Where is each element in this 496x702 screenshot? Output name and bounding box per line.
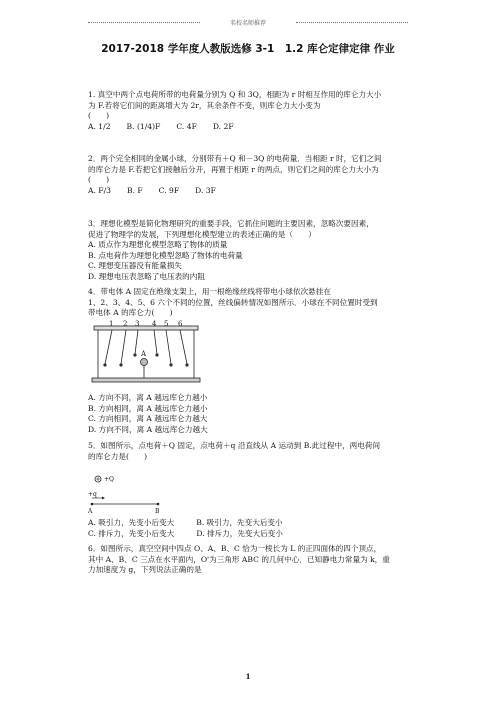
label-3: 3	[135, 320, 140, 328]
page-header	[88, 18, 408, 28]
q6-line: 力加速度为 g，下列说法正确的是	[88, 565, 202, 575]
label-4: 4	[152, 320, 157, 328]
ball-1	[103, 363, 106, 366]
label-point-b: B	[155, 508, 160, 514]
q2-option-a: A. F/3	[88, 185, 111, 195]
q5-option-b: B. 吸引力，先变大后变小	[196, 518, 283, 527]
q2-option-b: B. F	[126, 185, 143, 195]
q3-option-d: D. 理想电压表忽略了电压表的内阻	[88, 271, 205, 281]
q5-figure	[88, 472, 168, 514]
q5-option-d: D. 排斥力，先变大后变小	[196, 528, 283, 538]
thread-6	[180, 330, 187, 364]
q2-line: ( )	[88, 175, 110, 185]
point-b	[157, 503, 160, 506]
question-5	[88, 441, 418, 462]
q4-option-b: B. 方向相同，离 A 越远库仑力越小	[88, 403, 208, 413]
q1-option-d: D. 2F	[212, 121, 234, 131]
arrow-head	[102, 497, 105, 500]
q2-options	[88, 186, 418, 197]
q5-options-row-2	[88, 529, 418, 540]
q3-option-c: C. 理想变压器没有能量损失	[88, 261, 182, 271]
q6-line: 6．如图所示，真空空间中四点 O、A、B、C 恰为一棱长为 L 的正四面体的四个顶点，	[88, 544, 382, 553]
label-plus-q-small: +q	[88, 491, 97, 498]
page-number: 1	[245, 672, 251, 681]
q4-options	[88, 393, 418, 435]
q1-line: 为 F.若将它们间的距离增大为 2r，其余条件不变，则库仑力大小变为	[88, 100, 321, 110]
question-6	[88, 544, 418, 576]
q2-option-c: C. 9F	[158, 185, 180, 195]
q3-option-a: A. 质点作为理想化模型忽略了物体的质量	[88, 240, 228, 250]
question-4	[88, 287, 418, 319]
ball-3	[133, 353, 136, 356]
label-point-a: A	[88, 508, 93, 514]
label-5: 5	[164, 320, 169, 328]
document-title: 2017-2018 学年度人教版选修 3-1 1.2 库仑定律定律 作业	[101, 43, 395, 55]
q1-option-a: A. 1/2	[88, 121, 111, 131]
header-text: 名校名师推荐	[229, 20, 266, 27]
thread-2	[121, 330, 126, 364]
label-1: 1	[109, 320, 114, 328]
q2-option-d: D. 3F	[195, 185, 216, 195]
q5-option-c: C. 排斥力，先变小后变大	[88, 528, 175, 538]
q4-line: 1、2、3、4、5、6 六个不同的位置，丝线偏转情况如图所示．小球在不同位置时受到	[88, 297, 378, 307]
label-6: 6	[178, 320, 183, 328]
q3-line: 促进了物理学的发展，下列理想化模型建立的表述正确的是（ ）	[88, 229, 316, 239]
q4-figure	[90, 320, 202, 390]
thread-5	[166, 330, 171, 364]
q2-line: 的库仑力是 F.若把它们接触后分开，再置于相距 r 的两点，则它们之间的库仑力大小为	[88, 164, 379, 174]
label-plus-q-big: +Q	[104, 476, 114, 483]
q5-options	[88, 518, 418, 539]
q5-options-row-1	[88, 518, 418, 529]
q2-line: 2．两个完全相同的金属小球，分别带有＋Q 和－3Q 的电荷量．当相距 r 时，它们之间	[88, 154, 382, 163]
label-a: A	[141, 350, 147, 358]
question-3	[88, 219, 418, 283]
ball-2	[119, 363, 122, 366]
ball-5	[169, 363, 172, 366]
q5-option-a: A. 吸引力，先变小后变大	[88, 518, 175, 527]
label-2: 2	[123, 320, 128, 328]
q4-option-a: A. 方向不同，离 A 越远库仑力越小	[88, 393, 208, 402]
q4-option-d: D. 方向不同，离 A 越远库仑力越大	[88, 424, 208, 434]
q6-line: 其中 A、B、C 三点在水平面内，O'为三角形 ABC 的几何中心．已知静电力常量为 k，重	[88, 554, 390, 564]
q1-line: ( )	[88, 111, 110, 121]
header-rule-right	[296, 22, 408, 23]
q5-line: 的库仑力是( )	[88, 451, 148, 461]
q5-line: 5．如图所示，点电荷＋Q 固定，点电荷＋q 沿直线从 A 运动到 B.此过程中，两电荷间	[88, 441, 381, 450]
charged-body-a	[141, 359, 148, 366]
q4-option-c: C. 方向相同，离 A 越远库仑力越大	[88, 414, 208, 424]
q3-line: 3．理想化模型是简化物理研究的重要手段，它抓住问题的主要因素，忽略次要因素，	[88, 219, 374, 228]
q1-option-b: B. (1/4)F	[126, 121, 161, 131]
q1-option-c: C. 4F	[176, 121, 197, 131]
q1-options	[88, 122, 418, 133]
q4-line: 带电体 A 的库仑力( )	[88, 308, 173, 318]
question-1	[88, 90, 418, 132]
q1-line: 1. 真空中两个点电荷所带的电荷量分别为 Q 和 3Q，相距为 r 时相互作用的库仑力大小	[88, 90, 382, 99]
ball-6	[185, 363, 188, 366]
q4-line: 4．带电体 A 固定在绝缘支架上，用一根绝缘丝线将带电小球依次悬挂在	[88, 287, 331, 296]
thread-1	[105, 330, 112, 364]
thread-3	[135, 330, 138, 354]
q3-option-b: B. 点电荷作为理想化模型忽略了物体的电荷量	[88, 250, 243, 260]
point-a	[91, 503, 94, 506]
base	[92, 378, 200, 382]
ball-4	[155, 353, 158, 356]
thread-4	[154, 330, 157, 354]
question-2	[88, 154, 418, 196]
